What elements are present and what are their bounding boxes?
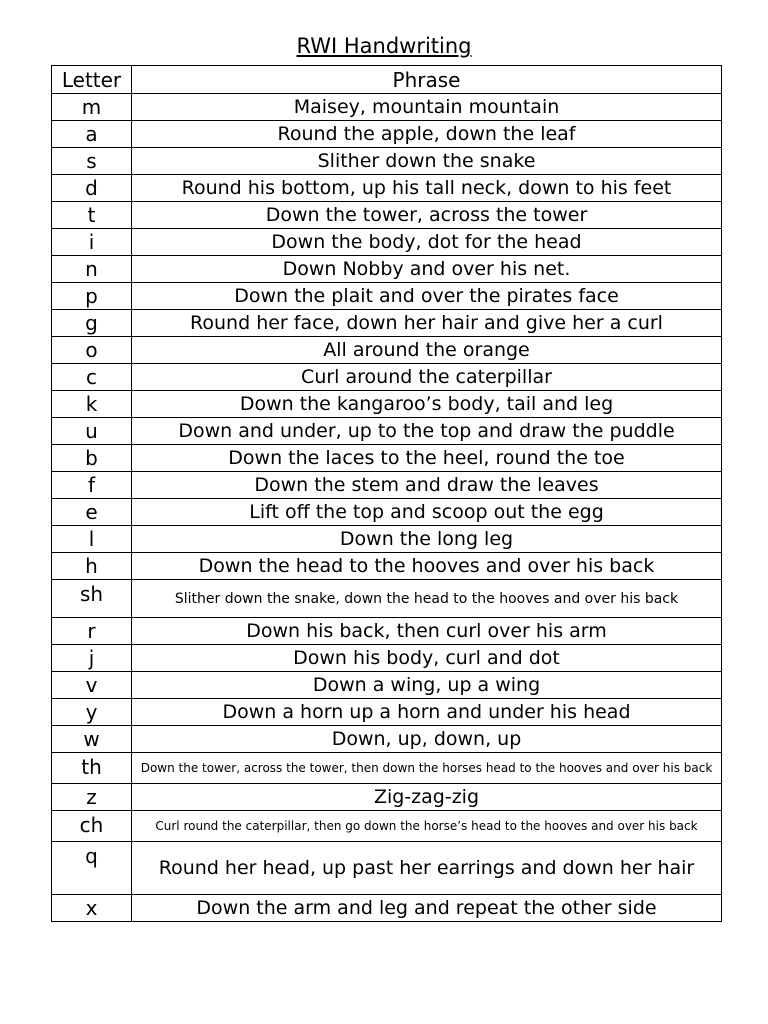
phrase-cell: Down his back, then curl over his arm	[132, 618, 722, 645]
letter-cell: r	[52, 618, 132, 645]
letter-cell: sh	[52, 580, 132, 618]
table-row	[52, 645, 722, 672]
handwriting-table	[51, 65, 722, 922]
phrase-cell: Down the arm and leg and repeat the other side	[132, 895, 722, 922]
table-row	[52, 895, 722, 922]
letter-cell: b	[52, 445, 132, 472]
letter-cell: u	[52, 418, 132, 445]
table-row	[52, 391, 722, 418]
letter-cell: f	[52, 472, 132, 499]
letter-cell: l	[52, 526, 132, 553]
phrase-cell: Down a wing, up a wing	[132, 672, 722, 699]
letter-cell: p	[52, 283, 132, 310]
phrase-cell: Zig-zag-zig	[132, 784, 722, 811]
table-row	[52, 229, 722, 256]
phrase-cell: Round her head, up past her earrings and down her hair	[132, 842, 722, 895]
letter-cell: n	[52, 256, 132, 283]
table-row	[52, 121, 722, 148]
letter-cell: j	[52, 645, 132, 672]
phrase-cell: Curl around the caterpillar	[132, 364, 722, 391]
letter-column-header: Letter	[52, 66, 132, 94]
phrase-cell: Slither down the snake	[132, 148, 722, 175]
letter-cell: k	[52, 391, 132, 418]
phrase-cell: Down the long leg	[132, 526, 722, 553]
phrase-cell: Down his body, curl and dot	[132, 645, 722, 672]
phrase-column-header: Phrase	[132, 66, 722, 94]
phrase-cell: Down the body, dot for the head	[132, 229, 722, 256]
table-row	[52, 310, 722, 337]
letter-cell: t	[52, 202, 132, 229]
table-row	[52, 418, 722, 445]
table-row	[52, 256, 722, 283]
table-row	[52, 618, 722, 645]
table-row	[52, 842, 722, 895]
letter-cell: s	[52, 148, 132, 175]
phrase-cell: Curl round the caterpillar, then go down the horse’s head to the hooves and over his back	[132, 811, 722, 842]
table-row	[52, 811, 722, 842]
table-row	[52, 94, 722, 121]
table-row	[52, 472, 722, 499]
table-row	[52, 753, 722, 784]
phrase-cell: Down, up, down, up	[132, 726, 722, 753]
phrase-cell: Down the tower, across the tower, then down the horses head to the hooves and over his back	[132, 753, 722, 784]
letter-cell: e	[52, 499, 132, 526]
phrase-cell: Down the plait and over the pirates face	[132, 283, 722, 310]
table-row	[52, 445, 722, 472]
table-row	[52, 526, 722, 553]
letter-cell: o	[52, 337, 132, 364]
table-row	[52, 337, 722, 364]
table-header-row	[52, 66, 722, 94]
letter-cell: i	[52, 229, 132, 256]
phrase-cell: Down the head to the hooves and over his back	[132, 553, 722, 580]
phrase-cell: Slither down the snake, down the head to the hooves and over his back	[132, 580, 722, 618]
letter-cell: a	[52, 121, 132, 148]
table-row	[52, 672, 722, 699]
phrase-cell: Down and under, up to the top and draw the puddle	[132, 418, 722, 445]
letter-cell: d	[52, 175, 132, 202]
table-row	[52, 148, 722, 175]
table-row	[52, 283, 722, 310]
letter-cell: x	[52, 895, 132, 922]
letter-cell: y	[52, 699, 132, 726]
letter-cell: m	[52, 94, 132, 121]
letter-cell: v	[52, 672, 132, 699]
letter-cell: w	[52, 726, 132, 753]
phrase-cell: Down a horn up a horn and under his head	[132, 699, 722, 726]
phrase-cell: All around the orange	[132, 337, 722, 364]
letter-cell: ch	[52, 811, 132, 842]
page-title: RWI Handwriting	[296, 34, 472, 58]
table-row	[52, 175, 722, 202]
table-row	[52, 580, 722, 618]
phrase-cell: Maisey, mountain mountain	[132, 94, 722, 121]
table-row	[52, 364, 722, 391]
table-row	[52, 553, 722, 580]
phrase-cell: Down the laces to the heel, round the toe	[132, 445, 722, 472]
phrase-cell: Down the stem and draw the leaves	[132, 472, 722, 499]
letter-cell: g	[52, 310, 132, 337]
table-row	[52, 784, 722, 811]
letter-cell: z	[52, 784, 132, 811]
table-body	[52, 94, 722, 922]
letter-cell: c	[52, 364, 132, 391]
phrase-cell: Down Nobby and over his net.	[132, 256, 722, 283]
letter-cell: q	[52, 842, 132, 895]
letter-cell: h	[52, 553, 132, 580]
phrase-cell: Down the tower, across the tower	[132, 202, 722, 229]
phrase-cell: Lift off the top and scoop out the egg	[132, 499, 722, 526]
phrase-cell: Round her face, down her hair and give her a curl	[132, 310, 722, 337]
phrase-cell: Down the kangaroo’s body, tail and leg	[132, 391, 722, 418]
phrase-cell: Round his bottom, up his tall neck, down to his feet	[132, 175, 722, 202]
table-row	[52, 202, 722, 229]
letter-cell: th	[52, 753, 132, 784]
table-row	[52, 726, 722, 753]
phrase-cell: Round the apple, down the leaf	[132, 121, 722, 148]
table-row	[52, 699, 722, 726]
table-row	[52, 499, 722, 526]
